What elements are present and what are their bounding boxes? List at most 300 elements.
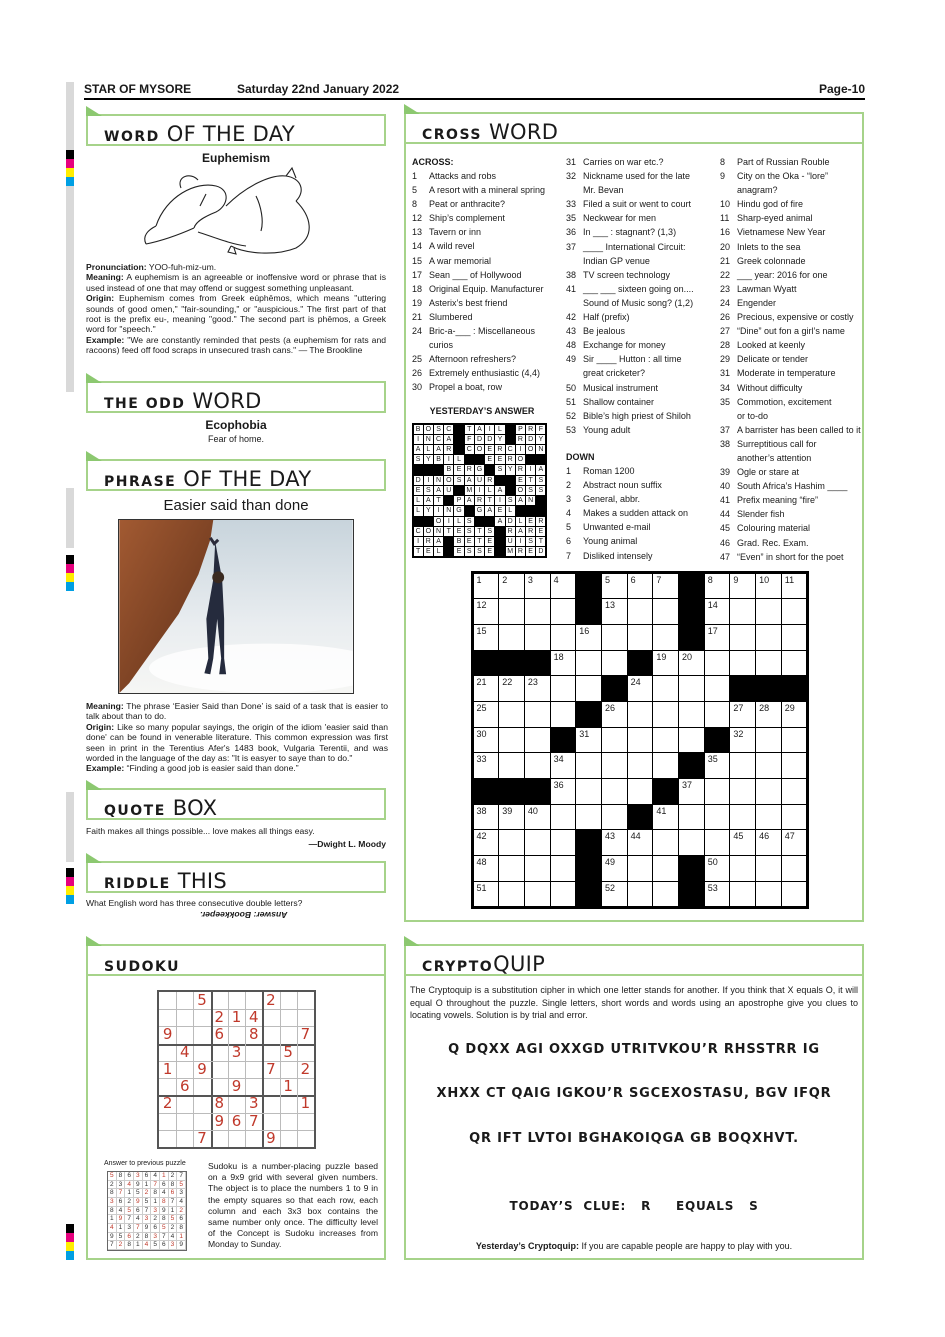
crossword-cell[interactable]: 39: [499, 805, 524, 830]
answer-cell: R: [526, 425, 535, 434]
crossword-cell[interactable]: 27: [730, 702, 755, 727]
crossword-cell[interactable]: 13: [602, 599, 627, 624]
crossword-cell[interactable]: 6: [628, 574, 653, 599]
crossword-cell[interactable]: 49: [602, 856, 627, 881]
crossword-cell[interactable]: 2: [499, 574, 524, 599]
clue-text: Roman 1200: [583, 466, 635, 476]
crossword-cell[interactable]: [679, 728, 704, 753]
crossword-cell[interactable]: 29: [782, 702, 807, 727]
sudoku-cell[interactable]: 6: [180, 1077, 190, 1096]
sudoku-cell[interactable]: 3: [248, 1094, 259, 1113]
crossword-cell[interactable]: [730, 779, 755, 804]
sudoku-cell[interactable]: 4: [248, 1008, 259, 1027]
crossword-cell[interactable]: [551, 676, 576, 701]
crossword-cell[interactable]: [756, 856, 781, 881]
crossword-cell[interactable]: [551, 599, 576, 624]
odd-word-term: Ecophobia: [205, 418, 267, 432]
crossword-clue: [720, 479, 861, 493]
crossword-cell[interactable]: [525, 728, 550, 753]
crossword-cell[interactable]: [679, 702, 704, 727]
sudoku-cell[interactable]: [262, 1113, 279, 1130]
crossword-cell[interactable]: 12: [474, 599, 499, 624]
crossword-cell[interactable]: [628, 599, 653, 624]
crossword-cell[interactable]: 26: [602, 702, 627, 727]
clue-text: South Africa’s Hashim ____: [737, 481, 848, 492]
crossword-cell[interactable]: [525, 625, 550, 650]
sudoku-cell[interactable]: [228, 1061, 245, 1078]
crossword-clue: [720, 310, 861, 324]
crossword-cell[interactable]: [653, 856, 678, 881]
crossword-cell[interactable]: [499, 702, 524, 727]
sudoku-cell[interactable]: [280, 1061, 297, 1078]
crossword-cell[interactable]: [730, 805, 755, 830]
crossword-cell[interactable]: [602, 753, 627, 778]
crossword-cell[interactable]: 24: [628, 676, 653, 701]
word-of-day-definition: Pronunciation: YOO-fuh-miz-um. Meaning: A euphemism is an agreeable or inoffensive word or phrase that is used instead of one that may offend or suggest something unpleasant. Origin: Euphemism comes from Greek eúphēmos, which means "uttering sounds of good omen," "fair-sounding," or "auspicious." The first part of that root is the prefix eu-, meaning "good." The second part is phēmos, a Greek word for "speech." Example: "We are constantly reminded that pests (a euphemism for rats and racoons) feed off food scraps in unsecured trash cans." — The Brookline: [86, 262, 387, 356]
sudoku-cell[interactable]: [159, 1130, 176, 1147]
crossword-cell[interactable]: 25: [474, 702, 499, 727]
crossword-cell[interactable]: 31: [576, 728, 601, 753]
clue-text: Abstract noun suffix: [583, 480, 662, 491]
crossword-cell[interactable]: 40: [525, 805, 550, 830]
crossword-cell[interactable]: [653, 728, 678, 753]
answer-cell: I: [485, 425, 494, 434]
crossword-cell[interactable]: [705, 779, 730, 804]
crossword-cell[interactable]: [782, 625, 807, 650]
crossword-cell[interactable]: 16: [576, 625, 601, 650]
clue-text: A resort with a mineral spring: [429, 185, 546, 196]
sudoku-cell[interactable]: [280, 1009, 297, 1026]
crossword-cell[interactable]: [705, 702, 730, 727]
crossword-cell[interactable]: [730, 651, 755, 676]
crossword-cell[interactable]: [525, 882, 550, 907]
crossword-cell[interactable]: 38: [474, 805, 499, 830]
sudoku-cell[interactable]: [176, 992, 193, 1009]
sudoku-cell[interactable]: [193, 1113, 210, 1130]
sudoku-cell[interactable]: [176, 1113, 193, 1130]
crossword-cell[interactable]: [782, 856, 807, 881]
answer-block: [506, 486, 515, 495]
sudoku-cell[interactable]: [159, 1044, 176, 1061]
sudoku-cell[interactable]: 4: [180, 1042, 190, 1061]
sudoku-cell[interactable]: 2: [214, 1008, 225, 1027]
crossword-cell[interactable]: [551, 625, 576, 650]
crossword-cell[interactable]: 8: [705, 574, 730, 599]
sudoku-cell[interactable]: [193, 1044, 210, 1061]
crossword-cell[interactable]: [525, 830, 550, 855]
sudoku-cell[interactable]: [211, 1078, 228, 1095]
clue-text: Young animal: [583, 536, 638, 547]
crossword-cell[interactable]: [628, 882, 653, 907]
sudoku-cell[interactable]: 7: [248, 1111, 259, 1130]
sudoku-cell[interactable]: 7: [266, 1059, 276, 1078]
answer-cell: U: [506, 537, 515, 546]
crossword-cell[interactable]: 35: [705, 753, 730, 778]
crossword-cell[interactable]: [628, 856, 653, 881]
crossword-cell[interactable]: [679, 830, 704, 855]
sudoku-cell[interactable]: [297, 992, 314, 1009]
sudoku-cell[interactable]: 6: [231, 1111, 242, 1130]
crossword-cell[interactable]: 9: [730, 574, 755, 599]
crossword-cell[interactable]: [628, 625, 653, 650]
crossword-cell[interactable]: 46: [756, 830, 781, 855]
sudoku-cell[interactable]: [159, 1078, 176, 1095]
clue-text: A wild revel: [429, 241, 475, 252]
sudoku-answer-cell: 3: [125, 1224, 134, 1233]
sudoku-cell[interactable]: [262, 1095, 279, 1112]
sudoku-cell[interactable]: 1: [283, 1077, 293, 1096]
crossword-cell[interactable]: [653, 625, 678, 650]
crossword-cell[interactable]: [653, 882, 678, 907]
crossword-cell[interactable]: [499, 599, 524, 624]
sudoku-cell[interactable]: [228, 992, 245, 1009]
sudoku-cell[interactable]: [176, 1095, 193, 1112]
crossword-cell[interactable]: [551, 882, 576, 907]
crossword-cell[interactable]: [705, 651, 730, 676]
crossword-cell[interactable]: [602, 651, 627, 676]
clue-text: Sean ___ of Hollywood: [429, 269, 522, 280]
crossword-cell[interactable]: [602, 728, 627, 753]
sudoku-cell[interactable]: [211, 1044, 228, 1061]
sudoku-cell[interactable]: [159, 1009, 176, 1026]
crossword-cell[interactable]: [705, 830, 730, 855]
crossword-cell[interactable]: [756, 779, 781, 804]
answer-cell: E: [495, 506, 504, 515]
clue-number: 50: [566, 382, 577, 393]
crossword-cell[interactable]: [756, 599, 781, 624]
sudoku-answer-cell: 2: [125, 1198, 134, 1207]
sudoku-cell[interactable]: 9: [266, 1128, 276, 1147]
sudoku-cell[interactable]: 9: [214, 1111, 225, 1130]
sudoku-cell[interactable]: 8: [248, 1025, 259, 1044]
crossword-cell[interactable]: [576, 676, 601, 701]
clue-text: ___ year: 2016 for one: [737, 269, 828, 280]
sudoku-cell[interactable]: [262, 1009, 279, 1026]
crossword-cell[interactable]: [730, 599, 755, 624]
sudoku-cell[interactable]: 2: [266, 991, 276, 1009]
answer-cell: S: [465, 517, 474, 526]
sudoku-cell[interactable]: [176, 1130, 193, 1147]
crossword-cell[interactable]: 23: [525, 676, 550, 701]
sudoku-cell[interactable]: 1: [300, 1094, 311, 1113]
sudoku-cell[interactable]: [245, 1061, 262, 1078]
sudoku-cell[interactable]: 9: [231, 1077, 242, 1096]
crossword-cell[interactable]: 5: [602, 574, 627, 599]
sudoku-answer-cell: 5: [117, 1233, 126, 1242]
clue-number: 5: [412, 185, 418, 196]
sudoku-cell[interactable]: [228, 1130, 245, 1147]
crossword-cell[interactable]: [679, 805, 704, 830]
sudoku-cell[interactable]: [262, 1026, 279, 1043]
sudoku-cell[interactable]: 1: [231, 1008, 242, 1027]
crossword-clue: [412, 197, 545, 211]
crossword-cell[interactable]: [782, 753, 807, 778]
sudoku-answer-cell: 9: [134, 1198, 143, 1207]
crossword-cell[interactable]: [730, 856, 755, 881]
answer-cell: I: [495, 496, 504, 505]
sudoku-answer-cell: 9: [117, 1215, 126, 1224]
crossword-cell[interactable]: 19: [653, 651, 678, 676]
answer-block: [454, 445, 463, 454]
sudoku-answer-cell: 5: [108, 1172, 117, 1181]
crossword-cell[interactable]: [730, 625, 755, 650]
sudoku-cell[interactable]: 3: [231, 1042, 242, 1061]
sudoku-cell[interactable]: [280, 1095, 297, 1112]
crossword-cell[interactable]: 47: [782, 830, 807, 855]
sudoku-cell[interactable]: [297, 1078, 314, 1095]
crossword-cell[interactable]: [756, 753, 781, 778]
crossword-cell[interactable]: [551, 702, 576, 727]
clue-text: Ogle or stare at: [737, 467, 800, 478]
sudoku-answer-cell: 8: [143, 1233, 152, 1242]
crossword-cell[interactable]: 22: [499, 676, 524, 701]
sudoku-cell[interactable]: [193, 1095, 210, 1112]
crossword-cell[interactable]: 45: [730, 830, 755, 855]
crossword-cell[interactable]: [730, 753, 755, 778]
crossword-clue: [566, 506, 688, 520]
crossword-cell[interactable]: 30: [474, 728, 499, 753]
sudoku-answer-cell: 8: [108, 1189, 117, 1198]
crossword-cell[interactable]: [730, 882, 755, 907]
answer-block: [414, 465, 423, 474]
sudoku-cell[interactable]: [280, 992, 297, 1009]
sudoku-cell[interactable]: [280, 1113, 297, 1130]
sudoku-cell[interactable]: [262, 1044, 279, 1061]
crossword-cell[interactable]: [782, 882, 807, 907]
sudoku-cell[interactable]: 2: [162, 1094, 173, 1113]
crossword-cell[interactable]: [653, 676, 678, 701]
crossword-cell[interactable]: 52: [602, 882, 627, 907]
crossword-cell[interactable]: 41: [653, 805, 678, 830]
sudoku-cell[interactable]: 8: [214, 1094, 225, 1113]
sudoku-cell[interactable]: [297, 1130, 314, 1147]
crossword-cell[interactable]: [551, 805, 576, 830]
crossword-cell[interactable]: [705, 805, 730, 830]
sudoku-cell[interactable]: [245, 992, 262, 1009]
sudoku-cell[interactable]: [193, 1009, 210, 1026]
riddle-question: What English word has three consecutive double letters?: [86, 898, 303, 908]
answer-cell: E: [516, 476, 525, 485]
crossword-cell[interactable]: [499, 625, 524, 650]
answer-cell: B: [454, 537, 463, 546]
crossword-cell[interactable]: [628, 779, 653, 804]
crossword-cell[interactable]: 10: [756, 574, 781, 599]
answer-block: [526, 455, 535, 464]
crossword-cell[interactable]: [499, 728, 524, 753]
crossword-cell[interactable]: [499, 856, 524, 881]
crossword-cell[interactable]: [525, 856, 550, 881]
crossword-cell[interactable]: [628, 702, 653, 727]
crossword-cell[interactable]: 32: [730, 728, 755, 753]
answer-block: [424, 465, 433, 474]
sudoku-cell[interactable]: 9: [197, 1059, 207, 1078]
sudoku-cell[interactable]: [280, 1130, 297, 1147]
sudoku-cell[interactable]: [228, 1026, 245, 1043]
crossword-cell[interactable]: [756, 805, 781, 830]
crossword-cell[interactable]: [602, 805, 627, 830]
sudoku-cell[interactable]: 9: [162, 1025, 173, 1044]
crossword-cell[interactable]: [499, 882, 524, 907]
crossword-cell[interactable]: [679, 676, 704, 701]
crossword-cell[interactable]: 50: [705, 856, 730, 881]
crossword-cell[interactable]: [756, 728, 781, 753]
sudoku-cell[interactable]: [159, 992, 176, 1009]
crossword-cell[interactable]: 20: [679, 651, 704, 676]
crossword-cell[interactable]: 11: [782, 574, 807, 599]
answer-block: [495, 476, 504, 485]
sudoku-cell[interactable]: [245, 1044, 262, 1061]
crossword-block: [653, 779, 678, 804]
crossword-cell[interactable]: 44: [628, 830, 653, 855]
crossword-cell[interactable]: [551, 856, 576, 881]
crossword-cell[interactable]: [653, 599, 678, 624]
crossword-cell[interactable]: 28: [756, 702, 781, 727]
clue-number: 6: [566, 536, 572, 547]
crossword-cell[interactable]: [628, 753, 653, 778]
crossword-cell[interactable]: [628, 728, 653, 753]
crossword-cell[interactable]: 3: [525, 574, 550, 599]
sudoku-cell[interactable]: 1: [162, 1059, 173, 1078]
sudoku-cell[interactable]: [159, 1113, 176, 1130]
sudoku-cell[interactable]: [280, 1026, 297, 1043]
crossword-cell[interactable]: [756, 882, 781, 907]
answer-cell: L: [414, 496, 423, 505]
sudoku-cell[interactable]: [176, 1026, 193, 1043]
answer-cell: L: [434, 547, 443, 556]
sudoku-cell[interactable]: [176, 1009, 193, 1026]
crossword-clue: [566, 423, 694, 437]
crossword-cell[interactable]: [551, 830, 576, 855]
crossword-cell[interactable]: [525, 702, 550, 727]
sudoku-answer-cell: 1: [125, 1189, 134, 1198]
sudoku-cell[interactable]: 5: [283, 1042, 293, 1061]
crossword-cell[interactable]: 53: [705, 882, 730, 907]
crossword-cell[interactable]: 14: [705, 599, 730, 624]
sudoku-cell[interactable]: [193, 1078, 210, 1095]
sudoku-cell[interactable]: [211, 1130, 228, 1147]
sudoku-cell[interactable]: 7: [300, 1025, 311, 1044]
sudoku-cell[interactable]: [245, 1078, 262, 1095]
clue-number: 21: [720, 255, 731, 266]
sudoku-answer-cell: 6: [117, 1198, 126, 1207]
answer-cell: B: [444, 465, 453, 474]
answer-cell: T: [414, 547, 423, 556]
crossword-cell[interactable]: [705, 676, 730, 701]
crossword-cell[interactable]: 48: [474, 856, 499, 881]
sudoku-cell[interactable]: [262, 1078, 279, 1095]
crossword-cell[interactable]: 4: [551, 574, 576, 599]
crossword-cell[interactable]: [653, 702, 678, 727]
margin-bar: [66, 488, 74, 548]
clue-text: Young adult: [583, 424, 631, 435]
clue-text: Filed a suit or went to court: [583, 199, 692, 210]
crossword-cell[interactable]: [782, 599, 807, 624]
crossword-cell[interactable]: [499, 830, 524, 855]
crossword-cell[interactable]: 51: [474, 882, 499, 907]
crossword-clue: [412, 380, 545, 394]
sudoku-cell[interactable]: [176, 1061, 193, 1078]
crossword-cell[interactable]: 43: [602, 830, 627, 855]
clue-text: Prefix meaning “fire”: [737, 495, 819, 506]
crossword-cell[interactable]: 21: [474, 676, 499, 701]
crossword-cell[interactable]: [576, 753, 601, 778]
crossword-cell[interactable]: 34: [551, 753, 576, 778]
clue-number: 24: [412, 326, 423, 337]
crossword-cell[interactable]: 7: [653, 574, 678, 599]
sudoku-cell[interactable]: 6: [214, 1025, 225, 1044]
crossword-cell[interactable]: [782, 728, 807, 753]
sudoku-cell[interactable]: [211, 992, 228, 1009]
sudoku-cell[interactable]: [297, 1009, 314, 1026]
clue-text: Grad. Rec. Exam.: [737, 537, 809, 548]
clue-text: Disliked intensely: [583, 550, 653, 561]
crossword-cell[interactable]: 17: [705, 625, 730, 650]
crossword-clue: [566, 296, 694, 310]
clue-number: 52: [566, 410, 577, 421]
crossword-cell[interactable]: [782, 805, 807, 830]
clue-number: 9: [720, 171, 726, 182]
crossword-cell[interactable]: [653, 753, 678, 778]
crossword-clue: [720, 366, 861, 380]
sudoku-answer-cell: 9: [108, 1233, 117, 1242]
clue-number: 39: [720, 467, 731, 478]
crossword-cell[interactable]: [499, 753, 524, 778]
crossword-cell[interactable]: [756, 651, 781, 676]
sudoku-cell[interactable]: [245, 1130, 262, 1147]
crossword-cell[interactable]: [576, 779, 601, 804]
crossword-cell[interactable]: [602, 625, 627, 650]
answer-cell: S: [536, 476, 545, 485]
crossword-cell[interactable]: 18: [551, 651, 576, 676]
crossword-cell[interactable]: [782, 651, 807, 676]
sudoku-cell[interactable]: [193, 1026, 210, 1043]
sudoku-cell[interactable]: [297, 1113, 314, 1130]
crossword-cell[interactable]: 33: [474, 753, 499, 778]
crossword-cell[interactable]: 15: [474, 625, 499, 650]
crossword-cell[interactable]: 42: [474, 830, 499, 855]
answer-cell: P: [454, 496, 463, 505]
sudoku-answer-cell: 5: [177, 1181, 186, 1190]
sudoku-cell[interactable]: 7: [197, 1128, 207, 1147]
crossword-clue: [720, 465, 861, 479]
clue-number: 47: [720, 551, 731, 562]
crossword-cell[interactable]: [653, 830, 678, 855]
crossword-block: [679, 882, 704, 907]
answer-cell: E: [454, 547, 463, 556]
sudoku-cell[interactable]: 2: [300, 1059, 311, 1078]
crossword-cell[interactable]: [756, 625, 781, 650]
crossword-cell[interactable]: 36: [551, 779, 576, 804]
crossword-cell[interactable]: [782, 779, 807, 804]
crossword-cell[interactable]: [525, 599, 550, 624]
crossword-cell[interactable]: 37: [679, 779, 704, 804]
answer-block: [434, 465, 443, 474]
sudoku-cell[interactable]: [211, 1061, 228, 1078]
sudoku-cell[interactable]: [228, 1095, 245, 1112]
answer-cell: I: [516, 445, 525, 454]
crossword-cell[interactable]: [602, 779, 627, 804]
clue-text: Sharp-eyed animal: [737, 213, 813, 224]
crossword-cell[interactable]: [525, 753, 550, 778]
crossword-cell[interactable]: 1: [474, 574, 499, 599]
sudoku-cell[interactable]: 5: [197, 991, 207, 1009]
sudoku-cell[interactable]: [297, 1044, 314, 1061]
crossword-cell[interactable]: [576, 805, 601, 830]
clue-number: 19: [412, 297, 423, 308]
crossword-clues-col1: [412, 169, 545, 395]
crossword-cell[interactable]: [576, 651, 601, 676]
clue-text: Extremely enthusiastic (4,4): [429, 368, 541, 379]
